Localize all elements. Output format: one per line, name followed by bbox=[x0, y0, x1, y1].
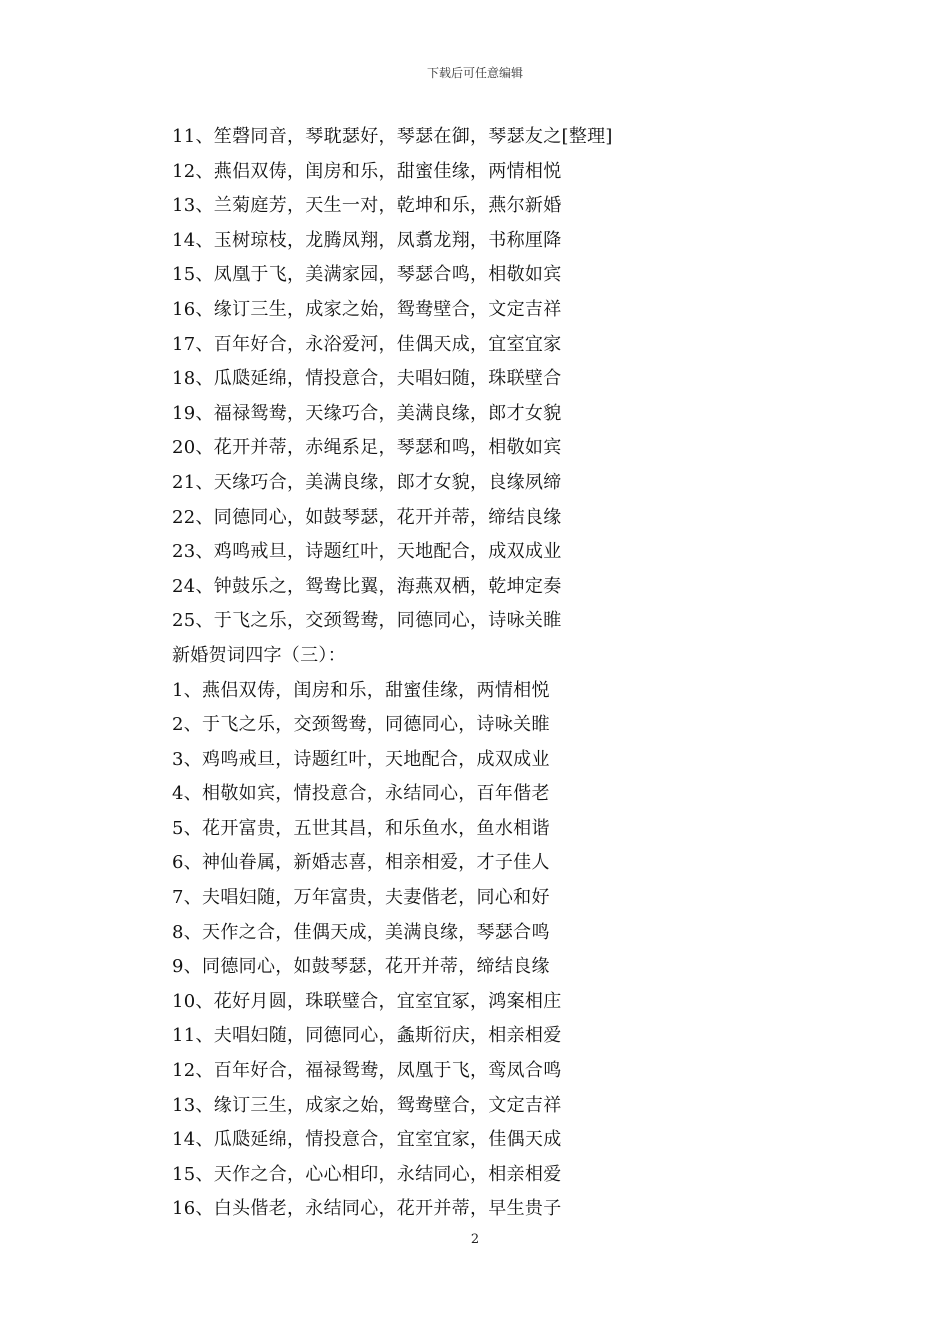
text-line: 19、福禄鸳鸯，天缘巧合，美满良缘，郎才女貌 bbox=[172, 402, 562, 424]
text-line: 24、钟鼓乐之，鸳鸯比翼，海燕双栖，乾坤定奏 bbox=[172, 575, 562, 597]
text-line: 4、相敬如宾，情投意合，永结同心，百年偕老 bbox=[172, 783, 550, 805]
text-line: 16、缘订三生，成家之始，鸳鸯壁合，文定吉祥 bbox=[172, 298, 562, 320]
text-line: 23、鸡鸣戒旦，诗题红叶，天地配合，成双成业 bbox=[172, 541, 562, 563]
text-line: 7、夫唱妇随，万年富贵，夫妻偕老，同心和好 bbox=[172, 887, 550, 909]
text-line: 21、天缘巧合，美满良缘，郎才女貌，良缘夙缔 bbox=[172, 471, 562, 493]
page-header: 下载后可任意编辑 bbox=[426, 66, 523, 80]
text-line: 16、白头偕老，永结同心，花开并蒂，早生贵子 bbox=[172, 1198, 562, 1220]
text-line: 6、神仙眷属，新婚志喜，相亲相爱，才子佳人 bbox=[172, 852, 550, 874]
text-line: 22、同德同心，如鼓琴瑟，花开并蒂，缔结良缘 bbox=[172, 506, 562, 528]
text-line: 12、百年好合，福禄鸳鸯，凤凰于飞，鸾凤合鸣 bbox=[172, 1060, 562, 1082]
text-line: 15、天作之合，心心相印，永结同心，相亲相爱 bbox=[172, 1163, 562, 1185]
text-line: 13、缘订三生，成家之始，鸳鸯壁合，文定吉祥 bbox=[172, 1094, 562, 1116]
document-body bbox=[172, 120, 792, 1227]
text-line: 18、瓜瓞延绵，情投意合，夫唱妇随，珠联壁合 bbox=[172, 368, 562, 390]
text-line: 1、燕侣双俦，闺房和乐，甜蜜佳缘，两情相悦 bbox=[172, 679, 550, 701]
text-line: 11、夫唱妇随，同德同心，螽斯衍庆，相亲相爱 bbox=[172, 1025, 562, 1047]
text-line: 12、燕侣双俦，闺房和乐，甜蜜佳缘，两情相悦 bbox=[172, 160, 562, 182]
text-line: 14、玉树琼枝，龙腾凤翔，凤翥龙翔，书称厘降 bbox=[172, 229, 562, 251]
section-heading: 新婚贺词四字（三）： bbox=[172, 644, 346, 666]
text-line: 9、同德同心，如鼓琴瑟，花开并蒂，缔结良缘 bbox=[172, 956, 550, 978]
text-line: 15、凤凰于飞，美满家园，琴瑟合鸣，相敬如宾 bbox=[172, 264, 562, 286]
text-line: 11、笙磬同音，琴耽瑟好，琴瑟在御，琴瑟友之[整理] bbox=[172, 126, 613, 147]
text-line: 5、花开富贵，五世其昌，和乐鱼水，鱼水相谐 bbox=[172, 817, 550, 839]
text-line: 13、兰菊庭芳，天生一对，乾坤和乐，燕尔新婚 bbox=[172, 195, 562, 217]
text-line: 8、天作之合，佳偶天成，美满良缘，琴瑟合鸣 bbox=[172, 921, 550, 943]
text-line: 14、瓜瓞延绵，情投意合，宜室宜家，佳偶天成 bbox=[172, 1129, 562, 1151]
text-line: 10、花好月圆，珠联璧合，宜室宜冢，鸿案相庄 bbox=[172, 990, 562, 1012]
text-line: 20、花开并蒂，赤绳系足，琴瑟和鸣，相敬如宾 bbox=[172, 437, 562, 459]
text-line: 3、鸡鸣戒旦，诗题红叶，天地配合，成双成业 bbox=[172, 748, 550, 770]
page-number: 2 bbox=[470, 1232, 480, 1247]
text-line: 17、百年好合，永浴爱河，佳偶天成，宜室宜家 bbox=[172, 333, 562, 355]
text-line: 25、于飞之乐，交颈鸳鸯，同德同心，诗咏关睢 bbox=[172, 610, 562, 632]
text-line: 2、于飞之乐，交颈鸳鸯，同德同心，诗咏关睢 bbox=[172, 714, 550, 736]
